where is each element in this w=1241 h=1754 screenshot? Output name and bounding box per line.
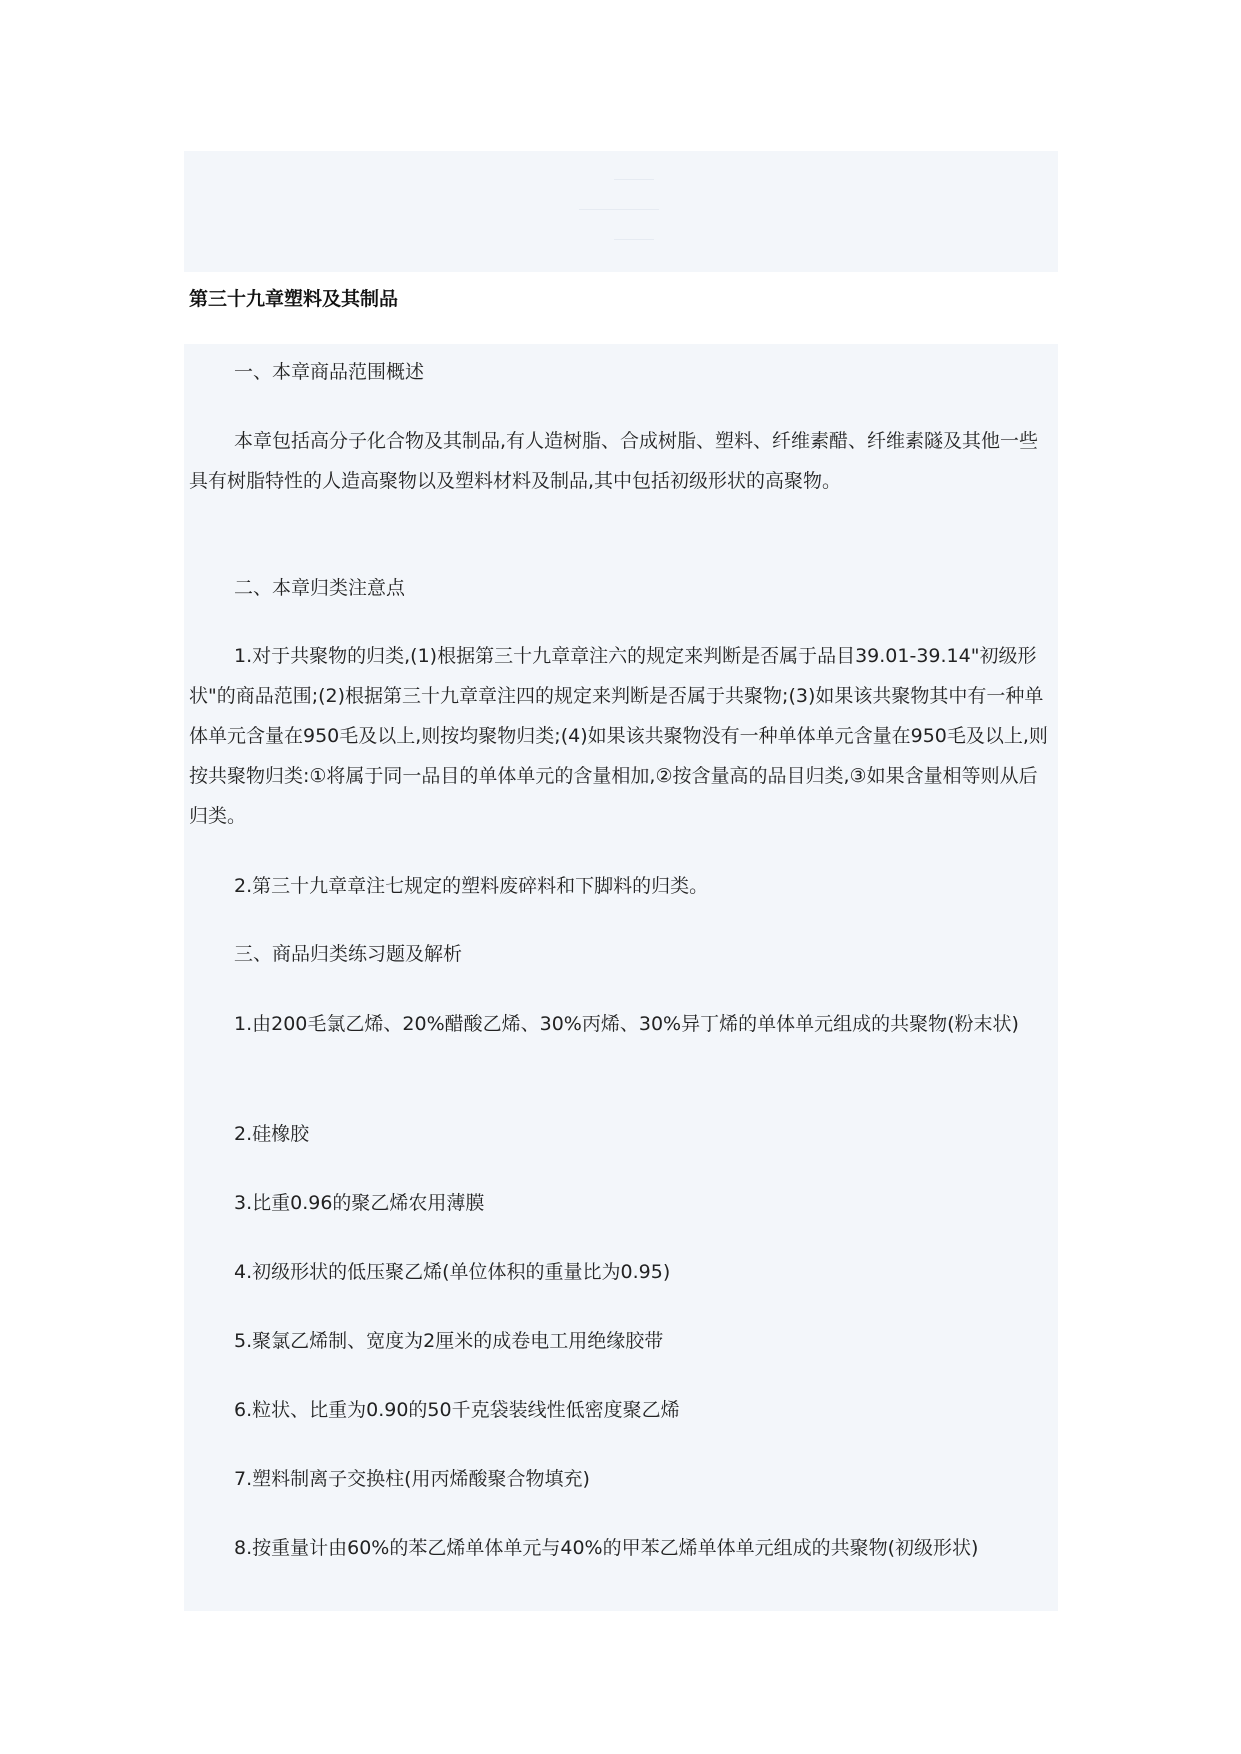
section-heading-notes: 二、本章归类注意点 [234, 577, 406, 599]
exercise-item-1: 1.由200毛氯乙烯、20%醋酸乙烯、30%丙烯、30%异丁烯的单体单元组成的共聚物(粉末状) [234, 1013, 1019, 1035]
exercise-item-6: 6.粒状、比重为0.90的50千克袋装线性低密度聚乙烯 [234, 1399, 680, 1421]
note-item-2: 2.第三十九章章注七规定的塑料废碎料和下脚料的归类。 [234, 875, 709, 897]
section-body-scope: 本章包括高分子化合物及其制品,有人造树脂、合成树脂、塑料、纤维素醋、纤维素隧及其他一些具有树脂特性的人造高聚物以及塑料材料及制品,其中包括初级形状的高聚物。 [189, 430, 1039, 492]
exercise-item-5: 5.聚氯乙烯制、宽度为2厘米的成卷电工用绝缘胶带 [234, 1330, 664, 1352]
exercise-item-7: 7.塑料制离子交换柱(用丙烯酸聚合物填充) [234, 1468, 590, 1490]
chapter-title: 第三十九章塑料及其制品 [189, 288, 399, 310]
divider-line [614, 239, 654, 240]
exercise-item-3: 3.比重0.96的聚乙烯农用薄膜 [234, 1192, 485, 1214]
divider-line [579, 209, 659, 210]
note-item-1: 1.对于共聚物的归类,(1)根据第三十九章章注六的规定来判断是否属于品目39.01-39.14"初级形状"的商品范围;(2)根据第三十九章章注四的规定来判断是否属于共聚物;(3)如果该共聚物其中有一种单体单元含量在950毛及以上,则按均聚物归类;(4)如果该共聚物没有一种单体单元含量在950毛及以上,则按共聚物归类:①将属于同一品目的单体单元的含量相加,②按含量高的品目归类,③如果含量相等则从后归类。 [189, 645, 1048, 827]
header-placeholder-box [184, 151, 1058, 272]
exercise-item-2: 2.硅橡胶 [234, 1123, 310, 1145]
section-heading-scope: 一、本章商品范围概述 [234, 361, 425, 383]
exercise-item-4: 4.初级形状的低压聚乙烯(单位体积的重量比为0.95) [234, 1261, 671, 1283]
chapter-content [184, 344, 1058, 1611]
exercise-item-8: 8.按重量计由60%的苯乙烯单体单元与40%的甲苯乙烯单体单元组成的共聚物(初级形状) [234, 1537, 979, 1559]
section-heading-exercises: 三、商品归类练习题及解析 [234, 943, 463, 965]
divider-line [614, 179, 654, 180]
